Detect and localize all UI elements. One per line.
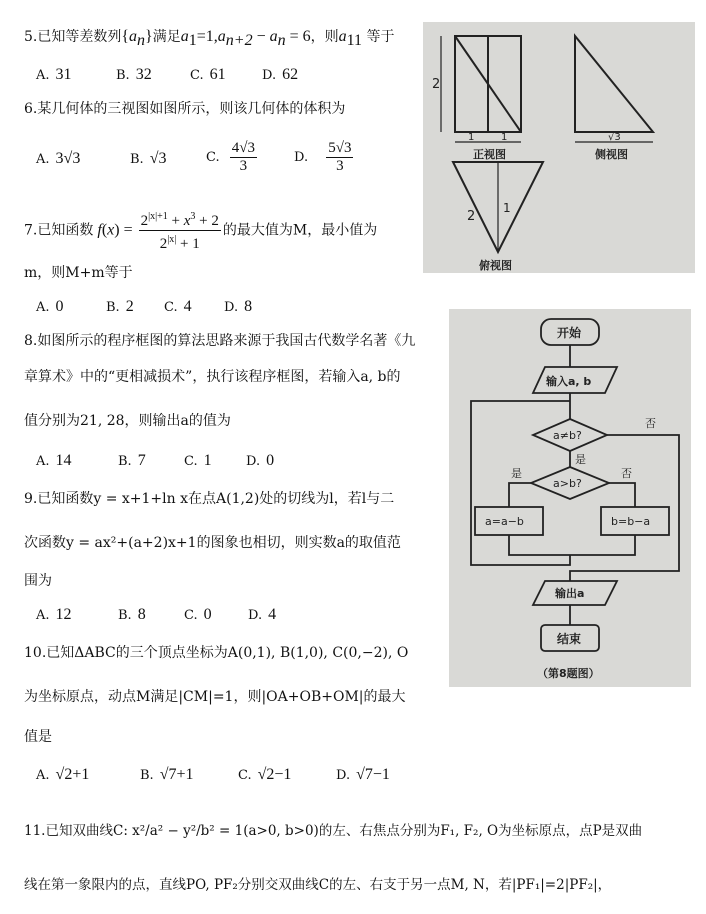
output-label: 输出a <box>555 587 585 600</box>
q7-option-a[interactable]: A. 0 <box>36 298 64 315</box>
question-6-stem <box>24 100 345 118</box>
question-10-line3: 值是 <box>24 729 52 745</box>
question-5-text: 已知等差数列$\{a_n\}$满足$a_1=1,a_{n+2} - a_n = 6$，则$a_{11}$ 等于 <box>37 28 395 49</box>
question-8-line1: 8.如图所示的程序框图的算法思路来源于我国古代数学名著《九 <box>24 333 416 349</box>
question-8-options <box>36 452 336 472</box>
q10-option-d[interactable]: D. √7−1 <box>336 766 390 783</box>
q9-option-c[interactable]: C. 0 <box>184 606 212 623</box>
assign-a-label: a=a−b <box>485 515 524 528</box>
q5-option-b[interactable]: B. 32 <box>116 66 152 83</box>
q7-option-b[interactable]: B. 2 <box>106 298 134 315</box>
q5-option-c[interactable]: C. 61 <box>190 66 226 83</box>
question-8-number: 8. <box>24 333 38 349</box>
top-dim-2-label: 2 <box>467 209 476 224</box>
side-view-triangle <box>575 36 653 132</box>
end-label: 结束 <box>557 632 582 646</box>
question-5-number: 5. <box>24 29 38 45</box>
question-11-number: 11. <box>24 823 46 839</box>
q10-option-b[interactable]: B. √7+1 <box>140 766 194 783</box>
top-dim-1-label: 1 <box>503 201 511 215</box>
q7-option-c[interactable]: C. 4 <box>164 298 192 315</box>
q6-option-a[interactable]: A. 3√3 <box>36 150 81 167</box>
q8-option-b[interactable]: B. 7 <box>118 452 146 469</box>
three-view-drawing <box>423 22 695 273</box>
cond1-label: a≠b? <box>553 429 582 442</box>
q7-function-fraction: $\frac{2^{|x|+1} + x^3 + 2}{2^{|x|} + 1}$ <box>139 208 221 253</box>
cond2-yes-label: 是 <box>511 467 522 480</box>
cond2-no-label: 否 <box>621 467 632 480</box>
side-view-label: 侧视图 <box>595 148 628 161</box>
question-11-line2: 线在第一象限内的点，直线PO, PF₂分别交双曲线C的左、右支于另一点M, N，若|PF₁|=2|PF₂|， <box>24 877 612 893</box>
cond1-yes-label: 是 <box>575 453 586 466</box>
question-8-line2: 章算术》中的“更相减损术”，执行该程序框图，若输入a, b的 <box>24 369 401 385</box>
question-7-stem-line2: m，则M+m等于 <box>24 265 133 281</box>
q6-option-d[interactable]: D. $\frac{5√3}{3}$ <box>294 140 352 174</box>
dim-one-b-label: 1 <box>501 132 508 143</box>
q10-option-a[interactable]: A. √2+1 <box>36 766 90 783</box>
question-6-options <box>36 140 376 184</box>
q8-option-c[interactable]: C. 1 <box>184 452 212 469</box>
question-10-options <box>36 766 416 786</box>
cond1-no-label: 否 <box>645 417 656 430</box>
q5-option-d[interactable]: D. 62 <box>262 66 299 83</box>
question-7-options <box>36 298 336 318</box>
input-label: 输入a, b <box>546 375 592 388</box>
question-6-number: 6. <box>24 101 38 117</box>
start-label: 开始 <box>557 326 582 340</box>
front-view-label: 正视图 <box>473 148 506 161</box>
assign-b-label: b=b−a <box>611 515 651 528</box>
q6-option-c[interactable]: C. $\frac{4√3}{3}$ <box>206 140 255 174</box>
q5-option-a[interactable]: A. 31 <box>36 66 72 83</box>
flowchart-figure <box>449 309 691 687</box>
question-9-options <box>36 606 336 626</box>
three-view-figure <box>423 22 695 273</box>
q8-option-a[interactable]: A. 14 <box>36 452 72 469</box>
question-9-line2: 次函数y = ax²+(a+2)x+1的图象也相切，则实数a的取值范 <box>24 535 401 551</box>
cond2-label: a>b? <box>553 477 582 490</box>
question-7-stem: 7.已知函数 f(x) = $\frac{2^{|x|+1} + x^3 + 2}{2^{|x|} + 1}$ 的最大值为M，最小值为 <box>24 208 377 253</box>
question-11-line1: 11.已知双曲线C: x²/a² − y²/b² = 1(a>0, b>0)的左、右焦点分别为F₁, F₂, O为坐标原点，点P是双曲 <box>24 823 643 839</box>
question-5-options <box>36 66 336 86</box>
q9-option-b[interactable]: B. 8 <box>118 606 146 623</box>
q10-option-c[interactable]: C. √2−1 <box>238 766 292 783</box>
dim-height-label: 2 <box>432 77 441 92</box>
dim-sqrt3-label: √3 <box>608 132 621 143</box>
question-10-number: 10. <box>24 645 47 661</box>
flowchart-drawing <box>449 309 691 687</box>
q9-option-d[interactable]: D. 4 <box>248 606 277 623</box>
question-10-line1: 10.已知ΔABC的三个顶点坐标为A(0,1), B(1,0), C(0,−2), O <box>24 645 409 661</box>
flowchart-caption: （第8题图） <box>537 667 600 680</box>
question-6-text: 某几何体的三视图如图所示，则该几何体的体积为 <box>37 101 346 117</box>
q6-option-b[interactable]: B. √3 <box>130 150 167 167</box>
question-9-number: 9. <box>24 491 38 507</box>
q9-option-a[interactable]: A. 12 <box>36 606 72 623</box>
top-view-label: 俯视图 <box>479 259 512 272</box>
question-5-stem <box>24 28 394 50</box>
q7-option-d[interactable]: D. 8 <box>224 298 253 315</box>
q8-option-d[interactable]: D. 0 <box>246 452 275 469</box>
question-9-line3: 围为 <box>24 573 52 589</box>
question-8-line3: 值分别为21, 28，则输出a的值为 <box>24 413 231 429</box>
dim-one-a-label: 1 <box>468 132 475 143</box>
question-7-number: 7. <box>24 222 38 239</box>
question-10-line2: 为坐标原点，动点M满足|CM|=1，则|OA+OB+OM|的最大 <box>24 689 406 705</box>
question-9-line1: 9.已知函数y = x+1+ln x在点A(1,2)处的切线为l，若l与二 <box>24 491 395 507</box>
